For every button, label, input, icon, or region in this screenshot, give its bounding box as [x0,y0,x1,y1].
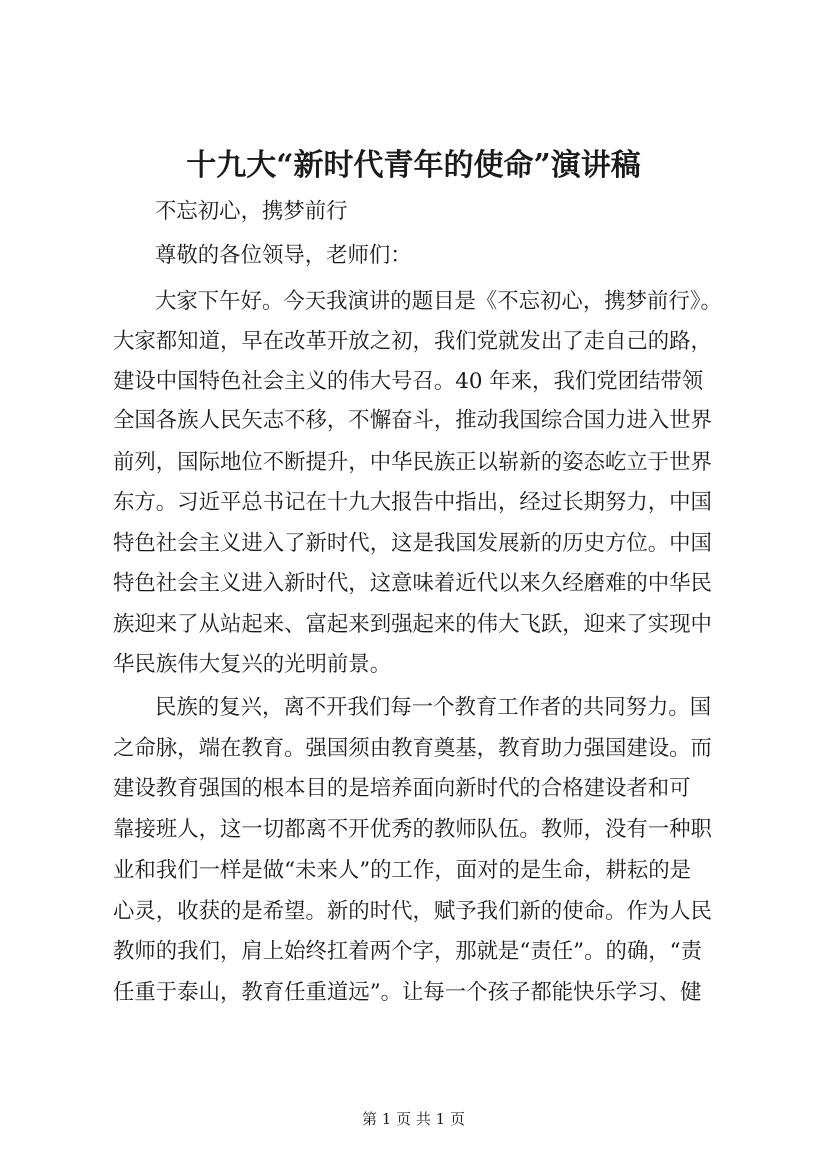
salutation-line: 尊敬的各位领导，老师们： [155,243,412,268]
paragraph-line: 业和我们一样是做“未来人”的工作，面对的是生命，耕耘的是 [113,858,692,883]
page-footer: 第 1 页 共 1 页 [362,1110,465,1128]
paragraph-line: 华民族伟大复兴的光明前景。 [113,652,392,677]
paragraph-line: 全国各族人民矢志不移，不懈奋斗，推动我国综合国力进入世界 [113,408,712,433]
paragraph-line: 族迎来了从站起来、富起来到强起来的伟大飞跃，迎来了实现中 [113,612,712,637]
paragraph-line: 之命脉，端在教育。强国须由教育奠基，教育助力强国建设。而 [113,736,712,761]
paragraph-line: 心灵，收获的是希望。新的时代，赋予我们新的使命。作为人民 [113,899,712,924]
paragraph-line: 大家都知道，早在改革开放之初，我们党就发出了走自己的路， [113,329,712,354]
paragraph-line: 前列，国际地位不断提升，中华民族正以崭新的姿态屹立于世界 [113,450,712,475]
paragraph-line: 大家下午好。今天我演讲的题目是《不忘初心，携梦前行》。 [155,289,722,314]
paragraph-line: 教师的我们，肩上始终扛着两个字，那就是“责任”。的确，“责 [113,939,702,964]
paragraph-line: 特色社会主义进入了新时代，这是我国发展新的历史方位。中国 [113,531,712,556]
paragraph-line: 靠接班人，这一切都离不开优秀的教师队伍。教师，没有一种职 [113,817,712,842]
paragraph-line: 任重于泰山，教育任重道远”。让每一个孩子都能快乐学习、健 [113,980,702,1005]
paragraph-line: 建设教育强国的根本目的是培养面向新时代的合格建设者和可 [113,776,691,801]
paragraph-line: 民族的复兴，离不开我们每一个教育工作者的共同努力。国 [155,695,712,720]
subtitle-line: 不忘初心，携梦前行 [155,199,348,224]
paragraph-line: 东方。习近平总书记在十九大报告中指出，经过长期努力，中国 [113,490,712,515]
paragraph-line: 特色社会主义进入新时代，这意味着近代以来久经磨难的中华民 [113,571,712,596]
paragraph-line: 建设中国特色社会主义的伟大号召。40 年来，我们党团结带领 [113,369,704,394]
document-title: 十九大“新时代青年的使命”演讲稿 [186,148,641,183]
